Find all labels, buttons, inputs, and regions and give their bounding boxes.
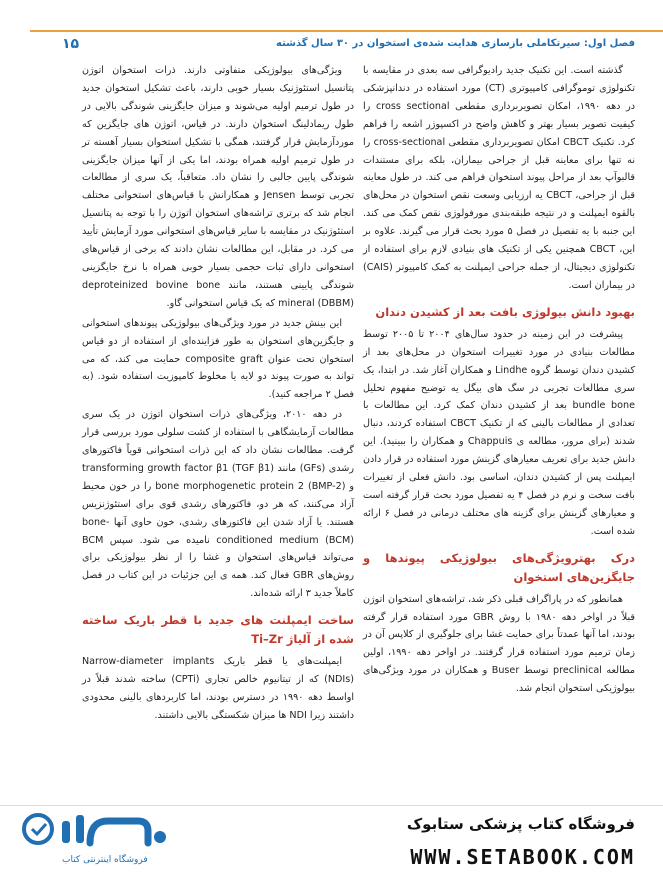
page-number: ۱۵	[62, 36, 80, 52]
setabook-logo-icon	[18, 807, 178, 851]
section-heading: درک بهترویژگی‌های بیولوژیکی پیوندها و جایگزین‌های استخوان	[363, 550, 635, 584]
paragraph: همانطور که در پاراگراف قبلی ذکر شد، تراشه‌های استخوان اتوژن قبلاً در اواخر دهه ۱۹۸۰ با روش GBR مورد استفاده قرار گرفته بودند، اما آنها عمدتاً برای حمایت غشا برای جلوگیری از کلاپس آن در زمان ترمیم مورد استفاده قرار گرفتند. در اواخر دهه ۱۹۹۰، اولین مطالعه preclinical توسط Buser و همکاران در مورد ویژگی‌های بیولوژیکی استخوان انجام شد.	[363, 593, 636, 695]
store-name: فروشگاه کتاب پزشکی ستابوک	[406, 815, 635, 833]
header-rule	[30, 30, 663, 32]
paragraph: گذشته است. این تکنیک جدید رادیوگرافی سه بعدی در مقایسه با تکنولوژی توموگرافی کامپیوتری (CT) مورد استفاده در دندانپزشکی در دهه ۱۹۹۰، امکان تصویربرداری مقطعی cross sectional را کیفیت تصویر بسیار بهتر و کاهش واضح در اکسپوژر اشعه را فراهم کرد. تکنیک CBCT امکان تصویربرداری مقطعی cross-sectional را نه تنها برای معاینه قبل از جراحی بیماران، بلکه برای مستندات قالبوآپ بعد از مراحل پیوند استخوان فراهم می کند. در طول معاینه قبل از جراحی، CBCT یه ارزیابی وسعت نقص استخوان در محل‌های بالقوه ایمپلنت و در نتیجه طبقه‌بندی مورفولوژی نقص کمک می کند. این جنبه با یه تفصیل در فصل ۵ مورد بحث قرار می گیرند. علاوه بر این، CBCT همچنین یکی از تکنیک های بنیادی لازم برای استفاده از تکنولوژی دیجیتال، از جمله جراحی ایمپلنت به کمک کامپیوتر (CAIS) در بیماران است.	[363, 65, 635, 291]
store-banner	[0, 805, 663, 879]
store-url[interactable]: WWW.SETABOOK.COM	[410, 845, 635, 869]
paragraph: در دهه ۲۰۱۰، ویژگی‌های ذرات استخوان اتوژن در یک سری مطالعات آزمایشگاهی با استفاده از کشت سلولی مورد بررسی قرار گرفت. مطالعات نشان داد که این ذرات استخوانی قویاً فاکتورهای رشدی (GFs) مانند transforming growth factor β1 (TGF β1) و bone morphogenetic protein 2 (BMP-2) را در خون محیط آزاد می‌کنند، که هر دو، فاکتورهای رشدی قوی برای استئوژنزیس هستند. یا آزاد شدن این فاکتورهای رشدی، خون حاوی آنها bone-conditioned medium (BCM) نامیده می شود. سپس BCM می‌تواند قیاس‌های استخوان و غشا را از نظر بیولوژیکی برای روش‌های GBR فعال کند. همه ی این جزئیات در این کتاب در فصل کاملاً جدید ۳ ارائه شده‌اند.	[82, 409, 355, 600]
section-heading: بهبود دانش بیولوژی بافت بعد از کشیدن دندان	[375, 304, 635, 319]
paragraph: پیشرفت در این زمینه در حدود سال‌های ۲۰۰۴ تا ۲۰۰۵ توسط مطالعات بنیادی در مورد تغییرات استخوان در محل‌های بعد از کشیدن دندان توسط گروه Lindhe و همکاران آغاز شد. در ابتدا، یک سری مطالعات تجربی در سگ های بیگل یه توضیح مفهوم تحلیل bundle bone بعد از کشیدن دندان کمک کرد. این مطالعات با تعدادی از مطالعات بالینی که از تکنیک CBCT استفاده کردند، دنبال شدند (برای مرور، مطالعه ی Chappuis و همکاران را ببینید). این دانش جدید برای تعریف معیارهای گزینش مورد استفاده در قرار دادن ایمپلنت پس از کشیدن دندان، اساسی بود. دانش فعلی از تغییرات بافت سخت و نرم در فصل ۴ یه تفصیل مورد بحث قرار گرفته است و معیارهای گزینش برای گزینه های مختلف درمانی در فصل ۶ ارائه شده است.	[363, 328, 636, 537]
left-column	[82, 62, 354, 727]
footer-rule	[0, 805, 663, 806]
right-column	[363, 62, 635, 700]
paragraph: ایمپلنت‌های یا قطر باریک Narrow-diameter implants (NDIs) که از تیتانیوم خالص تجاری (CPTi) ساخته شدند قبلاً در اواسط دهه ۱۹۹۰ در دسترس بودند، اما کاربردهای بالینی محدودی داشتند زیرا NDI ها میزان شکستگی بالایی داشتند.	[82, 656, 354, 721]
page-header	[0, 0, 663, 62]
section-heading: ساخت ایمپلنت های جدید با قطر باریک ساخته شده از آلیاژ Ti–Zr	[82, 613, 354, 647]
chapter-title: فصل اول: سیرتکاملی بازسازی هدایت شده‌ی استخوان در ۳۰ سال گذشته	[276, 38, 635, 49]
paragraph: ویژگی‌های بیولوژیکی متفاوتی دارند. ذرات استخوان اتوژن پتانسیل استئوژنیک بسیار خوبی دارند، باعث تشکیل استخوان جدید در طول ترمیم اولیه می‌شوند و میزان جایگزینی شوندگی بالایی در طول ریمادلینگ استخوان دارند. در قیاس، اتوژن های جایگزین که موردآزمایش قرار گرفتند، همگی با تشکیل استخوان بسیار آهسته تر در طول ترمیم اولیه همراه بودند، اما یکی از آنها میزان جایگزینی شوندگی پایین جالبی را نشان داد. متعاقباً، یک سری از مطالعات تجربی توسط Jensen و همکارانش با قیاس‌های استخوانی مختلف انجام شد که برتری تراشه‌های استخوان اتوژن را با توجه به پتانسیل استئوژنیک در مقایسه با سایر قیاس‌های استخوانی مورد آزمایش تأیید می کرد. در مقابل، این مطالعات نشان دادند که برخی از قیاس‌های استخوانی دارای ثبات حجمی بسیار خوبی همراه با نرخ جایگزینی شوندگی پایینی هستند، مانند deproteinized bovine bone mineral (DBBM) که یک قیاس استخوانی گاو.	[82, 65, 354, 309]
logo-subtitle: فروشگاه اینترنتی کتاب	[62, 855, 148, 865]
paragraph: این بینش جدید در مورد ویژگی‌های بیولوژیکی پیوندهای استخوانی و جایگزین‌های استخوان به طور فزاینده‌ای از استفاده از دو قیاس استخوان تحت عنوان composite graft حمایت می کند، که می تواند به صورت پیوند دو لایه یا مخلوط کامپوزیت استفاده شود. (به فصل ۲ مراجعه کنید).	[82, 317, 354, 401]
setabook-logo	[18, 807, 178, 869]
